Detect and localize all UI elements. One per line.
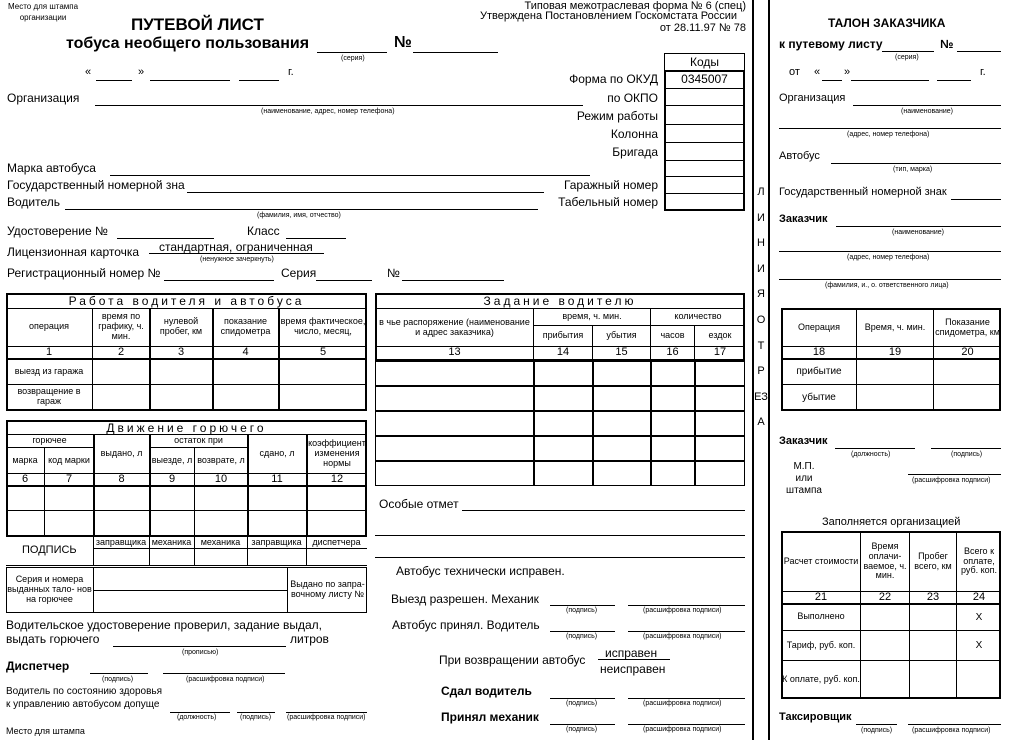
coupon-calc-col-cost: Расчет стоимости [783,555,859,566]
coupon-customer-line-3 [779,279,1001,280]
task-group-qty: количество [674,311,722,322]
work-num: 1 [45,345,53,358]
reg-number-line [164,280,274,281]
sig-mechanic-2: механика [200,537,241,548]
coupon-org-address-caption: (адрес, номер телефона) [847,131,930,138]
class-label: Класс [247,224,280,238]
exit-decode-caption: (расшифровка подписи) [643,607,722,614]
coupon-calc-num: 22 [878,590,892,603]
stamp-place-bottom: Место для штампа [6,726,85,736]
task-col-departure: убытия [606,330,637,341]
coupon-calc-col-time: Время оплачи- ваемое, ч. мин. [863,540,907,581]
dispatcher-sign-caption: (подпись) [102,676,134,683]
handed-sign-line [550,698,615,699]
coupon-decode-line [908,474,1001,475]
coupon-op-col-operation: Операция [798,321,840,332]
fuel-group-fuel: горючее [32,435,67,446]
fuel-table-line [6,485,367,487]
work-row-return: возвращение в гараж [17,386,81,406]
accept-sign-caption: (подпись) [566,633,598,640]
coupon-to-sheet: к путевому листу [779,37,883,51]
page-subtitle: тобуса необщего пользования [66,35,310,52]
handed-decode-caption: (расшифровка подписи) [643,700,722,707]
coupon-state-line [951,199,1001,200]
coupon-number-line [957,51,1001,52]
coupon-org-line-2 [779,128,1001,129]
coupon-x-mark: X [975,640,983,651]
fuel-amount-line [113,646,286,647]
coupon-calc-col-run: Пробег всего, км [914,550,952,571]
okud-value: 0345007 [681,72,728,86]
coupon-op-col-time: Время, ч. мин. [864,321,926,332]
mode-label: Режим работы [576,109,658,123]
special-marks-label: Особые отмет [379,497,459,511]
coupon-customer-2: Заказчик [779,435,828,447]
garage-label: Гаражный номер [563,178,658,192]
coupon-bus: Автобус [779,150,820,162]
coupon-year-line [937,80,971,81]
driver-handed-label: Сдал водитель [441,684,532,698]
series-line [317,52,387,53]
work-num: 2 [117,345,125,358]
handed-decode-line [628,698,745,699]
dispatcher-decode-line [163,673,285,674]
coupon-day-line [822,80,842,81]
coupon-org-name-caption: (наименование) [901,108,953,115]
handed-sign-caption: (подпись) [566,700,598,707]
task-col-order: в чье распоряжение (наименование и адрес заказчика) [379,316,530,337]
coupon-organization: Организация [779,92,846,104]
number-line [413,52,498,53]
license-card-label: Лицензионная карточка [7,245,140,259]
form-type-line3: от 28.11.97 № 78 [659,22,746,34]
coupon-title: ТАЛОН ЗАКАЗЧИКА [828,16,946,30]
coupon-bus-line [831,163,1001,164]
coupon-op-num: 20 [961,345,974,358]
task-col-trips: ездок [708,330,732,341]
coupon-cust-position-line [835,448,915,449]
form-type-line2: Утверждена Постановлением Госкомстата России [480,10,738,22]
number-label: № [387,266,400,280]
number-line-2 [402,280,504,281]
coupon-cust-sign-line [931,448,1001,449]
codes-row-line [664,160,745,161]
reg-number-label: Регистрационный номер № [7,266,161,280]
class-line [286,238,346,239]
coupon-x-mark: X [975,611,983,623]
serviceable-strike [598,659,670,660]
bus-accepted-label: Автобус принял. Водитель [392,618,540,632]
state-number-label: Государственный номерной зна [7,178,185,192]
coupon-series-caption: (серия) [895,54,919,61]
check-text-2: выдать горючего [6,632,100,646]
coupon-customer-address-caption: (адрес, номер телефона) [847,254,930,261]
fuel-num: 11 [271,472,283,485]
okud-label: Форма по ОКУД [569,72,658,86]
form-type-line1: Типовая межотраслевая форма № 6 (спец) [524,0,746,12]
fuel-table-title: Движение горючего [106,421,267,435]
work-col-zero-run: нулевой пробег, км [159,316,203,336]
codes-label: Коды [689,55,720,69]
fuel-num: 10 [214,472,228,485]
special-marks-line [462,510,745,511]
coupon-month-line [851,80,929,81]
mech-sign-line [550,724,615,725]
coupon-filled-by-org: Заполняется организацией [822,516,961,528]
mechanic-accepted-label: Принял механик [441,710,539,724]
license-card-caption: (ненужное зачеркнуть) [200,256,274,263]
work-col-speedometer: показание спидометра [220,316,271,336]
task-table-title: Задание водителю [483,294,637,308]
health-text-2: к управлению автобусом допуще [6,699,160,710]
date-month-line [150,80,230,81]
task-num: 13 [448,346,461,359]
bus-make-line [110,175,590,176]
codes-row-line [664,176,745,177]
special-marks-line [375,535,745,536]
cut-line-text: ЛИНИЯ ОТРЕЗА [754,186,768,429]
task-col-hours: часов [660,330,685,341]
codes-row-line [664,105,745,106]
work-num: 3 [177,345,185,358]
tabel-label: Табельный номер [558,195,658,209]
work-col-operation: операция [29,321,69,332]
task-body-col [694,361,696,486]
coupon-org-line [853,105,1001,106]
serviceable-label: исправен [605,646,658,660]
work-col-schedule: время по графику, ч. мин. [98,311,144,341]
license-label: Удостоверение № [7,224,108,238]
fuel-col-out: выезде, л [151,454,193,465]
brigade-label: Бригада [612,145,658,159]
signature-line [93,548,367,549]
stamp-place-top: Место для штампа организации [8,2,79,22]
task-group-time: время, ч. мин. [562,311,622,322]
coupon-calc-col-total: Всего к оплате, руб. коп. [960,545,998,576]
check-text-1: Водительское удостоверение проверил, задание выдал, [6,618,322,632]
task-num: 15 [615,346,628,359]
codes-row-line [664,124,745,125]
fuel-col-issued: выдано, л [100,448,143,459]
exit-sign-line [550,605,615,606]
coupon-customer-line [836,226,1001,227]
fuel-col-handed: сдано, л [259,448,295,459]
codes-row-line [664,193,745,194]
task-num: 14 [556,346,570,359]
date-year-suffix: г. [288,66,294,78]
work-row-exit: выезд из гаража [14,365,84,376]
series-caption: (серия) [341,55,365,62]
coupon-taxer: Таксировщик [779,711,852,723]
accept-sign-line [550,631,615,632]
coupon-calc-num: 21 [814,590,828,603]
mech-decode-caption: (расшифровка подписи) [643,726,722,733]
coupon-number-sign: № [940,37,954,51]
task-table-body [375,361,745,486]
license-card-line [149,253,324,254]
coupon-year-suffix: г. [980,66,986,78]
liters-label: литров [290,632,329,646]
license-card-value: стандартная, ограниченная [159,240,313,254]
coupon-customer-caption: (наименование) [892,229,944,236]
unserviceable-label: неисправен [600,662,666,676]
date-quote-close: » [138,66,145,78]
codes-row-line [664,142,745,143]
fuel-num: 7 [65,472,73,485]
accept-decode-caption: (расшифровка подписи) [643,633,722,640]
date-quote-open: « [85,66,92,78]
health-decode-line [286,712,367,713]
health-position-caption: (должность) [177,714,217,721]
health-decode-caption: (расшифровка подписи) [287,714,366,721]
driver-caption: (фамилия, имя, отчество) [257,212,341,219]
dispatcher-label: Диспетчер [6,659,70,673]
sig-fueler: заправщика [95,537,147,548]
bus-ok-label: Автобус технически исправен. [396,564,565,578]
written-caption: (прописью) [182,649,219,656]
coupon-customer: Заказчик [779,213,828,225]
coupon-mp: М.П. или штампа [786,461,822,496]
work-num: 4 [242,345,249,358]
fuel-table-line [6,510,367,511]
series-label: Серия [281,266,317,280]
driver-line [65,209,538,210]
coupon-op-arrival: прибытие [796,366,842,377]
work-table-title: Работа водителя и автобуса [68,294,305,308]
column-label: Колонна [610,127,658,141]
task-col-arrival: прибытия [542,330,584,341]
health-position-line [170,712,230,713]
number-sign: № [394,34,412,51]
special-marks-line [375,557,745,558]
exit-allowed-label: Выезд разрешен. Механик [391,592,539,606]
coupons-row [93,590,287,591]
date-day-line [96,80,132,81]
task-num: 16 [666,346,679,359]
fuel-num: 9 [168,472,176,485]
coupon-responsible-caption: (фамилия, и., о. ответственного лица) [825,282,949,289]
task-body-col [592,361,594,486]
fuel-col-return: возврате, л [197,454,245,465]
coupon-customer-line-2 [779,251,1001,252]
fuel-num: 8 [118,472,125,485]
coupon-taxer-sign-caption: (подпись) [861,727,893,734]
coupon-taxer-decode-caption: (расшифровка подписи) [912,727,991,734]
codes-box [664,70,745,211]
coupon-calc-tariff: Тариф, руб. коп. [786,639,856,650]
license-line [117,238,214,239]
coupon-op-num: 18 [812,345,826,358]
coupon-taxer-sign-line [856,724,897,725]
coupon-calc-to-pay: К оплате, руб. коп. [782,673,860,684]
issued-by-label: Выдано по запра- вочному листу № [290,579,365,599]
task-body-row [375,385,745,387]
health-text-1: Водитель по состоянию здоровья [6,686,163,697]
fuel-col-coef: коэффициент изменения нормы [308,438,366,468]
driver-label: Водитель [7,195,61,209]
on-return-label: При возвращении автобус [439,653,586,667]
signatures-label: ПОДПИСЬ [22,544,77,556]
signature-bottom [6,565,367,566]
task-body-row [375,460,745,462]
coupon-from: от [789,66,800,78]
work-num: 5 [319,345,327,358]
okpo-label: по ОКПО [607,91,658,105]
date-year-line [239,80,279,81]
organization-line [95,105,583,106]
fuel-num: 6 [21,472,29,485]
sig-dispatcher: диспетчера [312,537,361,548]
health-sign-line [237,712,275,713]
coupon-calc-num: 24 [972,590,986,603]
mech-sign-caption: (подпись) [566,726,598,733]
organization-label: Организация [7,91,80,105]
coupon-state-number: Государственный номерной знак [779,186,947,198]
coupon-decode-caption: (расшифровка подписи) [912,477,991,484]
coupon-op-col-speedo: Показание спидометра, км [935,316,1000,337]
state-number-line [187,192,544,193]
coupon-quote-close: » [844,66,851,78]
coupon-cust-sign-caption: (подпись) [951,451,983,458]
series-line-2 [316,280,372,281]
work-col-actual-time: время фактическое, число, месяц, [280,316,366,336]
sig-fueler-2: заправщика [251,537,302,548]
accept-decode-line [628,631,745,632]
fuel-col-brand: марка [12,454,38,465]
coupon-series-line [882,51,934,52]
fuel-num: 12 [330,472,344,485]
task-num: 17 [713,346,727,359]
coupons-label: Серия и номера выданных тало- нов на горючее [7,574,92,604]
fuel-col-code: код марки [48,454,90,465]
health-sign-caption: (подпись) [240,714,272,721]
coupon-calc-num: 23 [926,590,940,603]
coupon-op-departure: убытие [802,391,836,403]
task-body-col [533,361,535,486]
cut-line-right [768,0,770,740]
coupon-op-num: 19 [888,345,902,358]
codes-row-line [664,88,745,89]
exit-sign-caption: (подпись) [566,607,598,614]
task-body-col [650,361,652,486]
coupon-quote-open: « [814,66,821,78]
task-body-row [375,435,745,437]
dispatcher-sign-line [90,673,148,674]
coupon-taxer-decode-line [908,724,1001,725]
organization-caption: (наименование, адрес, номер телефона) [261,108,395,115]
fuel-group-rest: остаток при [174,435,223,446]
dispatcher-decode-caption: (расшифровка подписи) [186,676,265,683]
page-title: ПУТЕВОЙ ЛИСТ [131,15,264,34]
sig-mechanic: механика [151,537,192,548]
bus-make-label: Марка автобуса [7,161,96,175]
exit-decode-line [628,605,745,606]
task-body-row [375,410,745,412]
mech-decode-line [628,724,745,725]
coupon-calc-done: Выполнено [797,611,845,622]
coupon-cust-position-caption: (должность) [851,451,891,458]
coupon-bus-caption: (тип, марка) [893,166,933,173]
